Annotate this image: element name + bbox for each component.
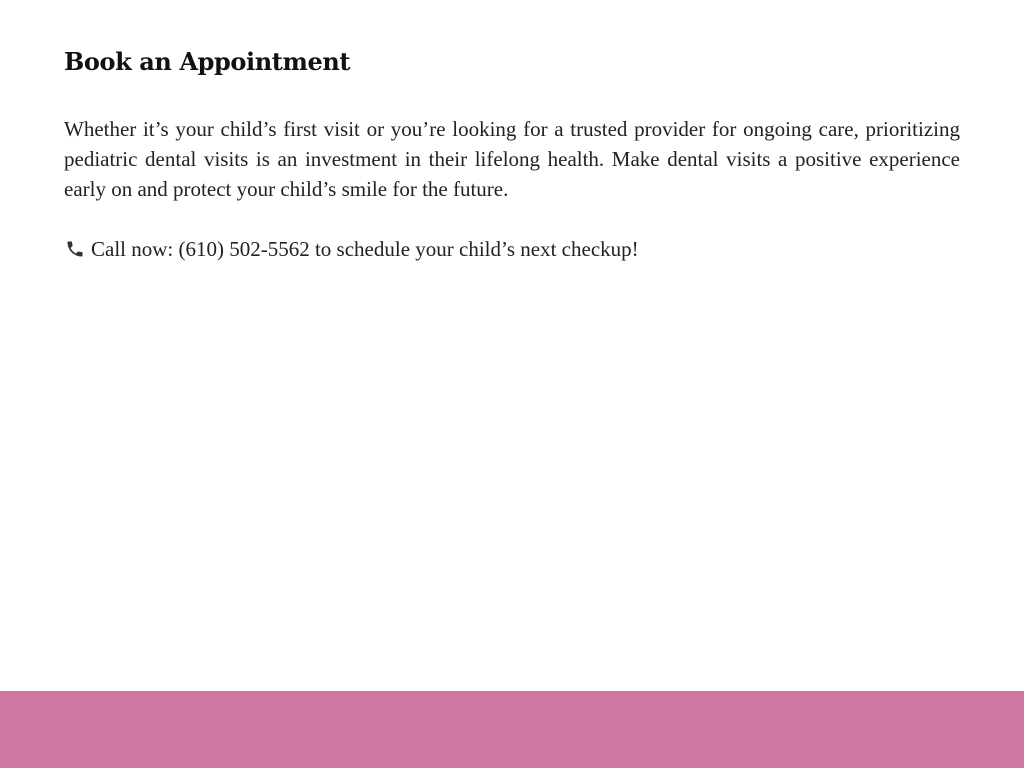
main-content — [64, 44, 960, 264]
phone-icon — [64, 238, 86, 260]
page-title: Book an Appointment — [64, 47, 351, 76]
body-paragraph: Whether it’s your child’s first visit or you’re looking for a trusted provider for ongoing care, prioritizing pediatric dental visits is an investment in their lifelong health. Make dental visits a positive experience early on and protect your child’s smile for the future. — [64, 117, 960, 201]
call-to-action-text: Call now: (610) 502-5562 to schedule your child’s next checkup! — [91, 237, 639, 261]
call-to-action — [64, 234, 960, 264]
footer-band — [0, 691, 1024, 768]
